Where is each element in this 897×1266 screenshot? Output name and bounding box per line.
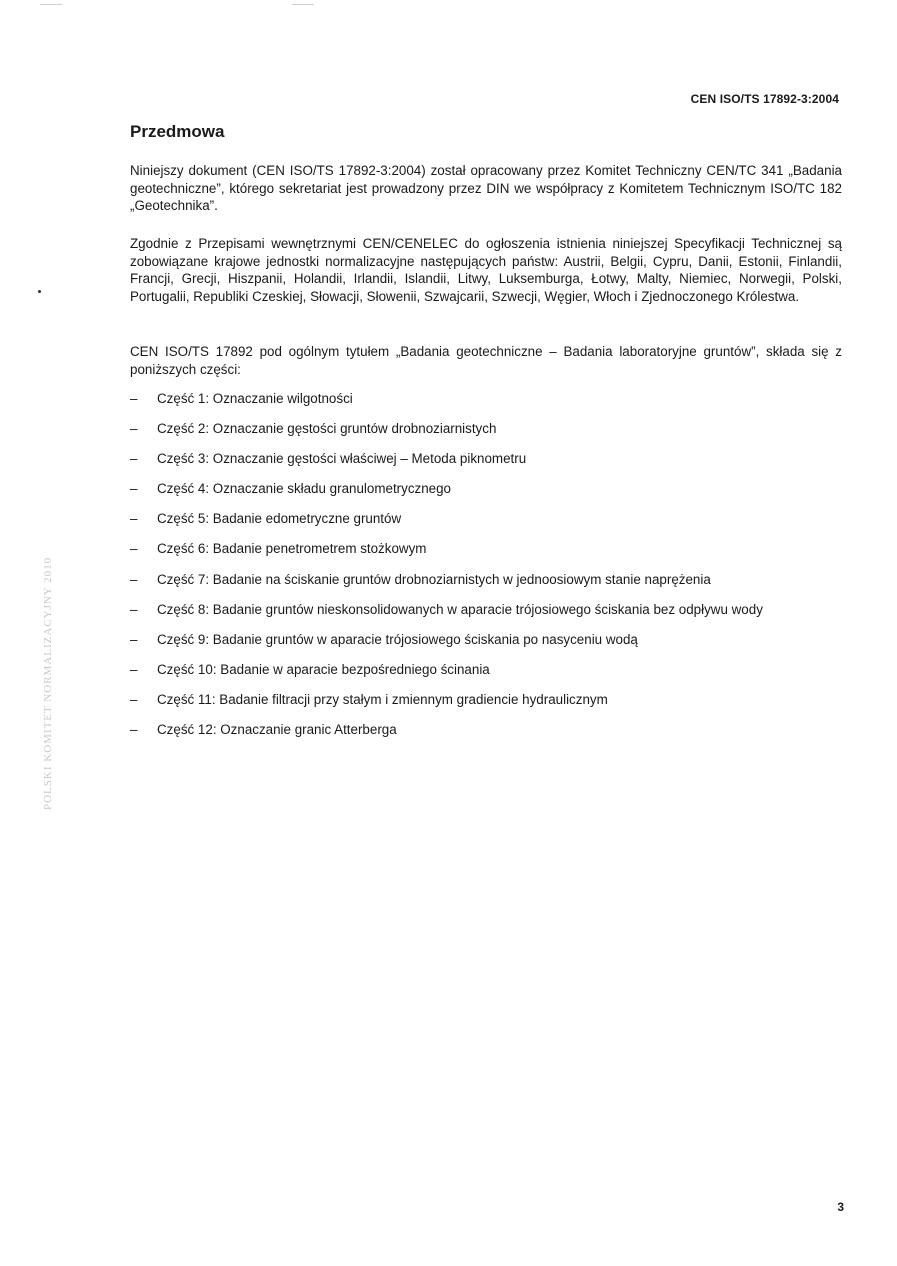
scan-artifact-line bbox=[40, 4, 62, 5]
list-dash: – bbox=[130, 541, 138, 557]
parts-list bbox=[130, 390, 842, 751]
list-item-text: Część 10: Badanie w aparacie bezpośredniego ścinania bbox=[157, 661, 490, 677]
document-code: CEN ISO/TS 17892-3:2004 bbox=[690, 92, 839, 106]
paragraph-members: Zgodnie z Przepisami wewnętrznymi CEN/CENELEC do ogłoszenia istnienia niniejszej Specyfikacji Technicznej są zobowiązane krajowe jednostki normalizacyjne następujących państw: Austrii, Belgii, Cypru, Danii, Estonii, Finlandii, Francji, Grecji, Hiszpanii, Holandii, Irlandii, Islandii, Litwy, Luksemburga, Łotwy, Malty, Niemiec, Norwegii, Polski, Portugalii, Republiki Czeskiej, Słowacji, Słowenii, Szwajcarii, Szwecji, Węgier, Włoch i Zjednoczonego Królestwa. bbox=[130, 236, 842, 304]
list-item-text: Część 1: Oznaczanie wilgotności bbox=[157, 391, 353, 406]
list-item bbox=[130, 420, 842, 450]
list-item-text: Część 2: Oznaczanie gęstości gruntów drobnoziarnistych bbox=[157, 421, 497, 437]
list-item bbox=[130, 390, 842, 420]
list-item-text: Część 9: Badanie gruntów w aparacie trójosiowego ściskania po nasyceniu wodą bbox=[157, 631, 638, 647]
list-item-text: Część 12: Oznaczanie granic Atterberga bbox=[157, 722, 397, 738]
paragraph-intro: Niniejszy dokument (CEN ISO/TS 17892-3:2004) został opracowany przez Komitet Techniczny CEN/TC 341 „Badania geotechniczne”, którego sekretariat jest prowadzony przez DIN we współpracy z Komitetem Technicznym ISO/TC 182 „Geotechnika”. bbox=[130, 163, 842, 214]
list-item bbox=[130, 510, 842, 540]
list-item bbox=[130, 631, 842, 661]
list-dash: – bbox=[130, 691, 138, 707]
list-dash: – bbox=[130, 661, 138, 677]
list-dash: – bbox=[130, 571, 138, 587]
list-item bbox=[130, 571, 842, 601]
paragraph-series: CEN ISO/TS 17892 pod ogólnym tytułem „Badania geotechniczne – Badania laboratoryjne gruntów”, składa się z poniższych części: bbox=[130, 344, 842, 377]
list-item bbox=[130, 450, 842, 480]
list-item-text: Część 5: Badanie edometryczne gruntów bbox=[157, 511, 402, 527]
list-item-text: Część 11: Badanie filtracji przy stałym i zmiennym gradiencie hydraulicznym bbox=[157, 691, 608, 707]
list-dash: – bbox=[130, 451, 138, 467]
list-item-text: Część 4: Oznaczanie składu granulometrycznego bbox=[157, 481, 451, 497]
list-dash: – bbox=[130, 421, 138, 437]
list-dash: – bbox=[130, 601, 138, 617]
list-item-text: Część 6: Badanie penetrometrem stożkowym bbox=[157, 541, 427, 557]
list-dash: – bbox=[130, 722, 138, 738]
list-dash: – bbox=[130, 481, 138, 497]
list-dash: – bbox=[130, 631, 138, 647]
list-item bbox=[130, 721, 842, 751]
watermark: POLSKI KOMITET NORMALIZACYJNY 2010 bbox=[42, 556, 54, 810]
list-item-text: Część 7: Badanie na ściskanie gruntów drobnoziarnistych w jednoosiowym stanie naprężenia bbox=[157, 571, 711, 587]
list-item bbox=[130, 691, 842, 721]
list-dash: – bbox=[130, 391, 138, 406]
page-number: 3 bbox=[837, 1200, 844, 1214]
list-item bbox=[130, 661, 842, 691]
list-dash: – bbox=[130, 511, 138, 527]
list-item-text: Część 8: Badanie gruntów nieskonsolidowanych w aparacie trójosiowego ściskania bez odpływu wody bbox=[157, 601, 763, 617]
section-title: Przedmowa bbox=[130, 122, 225, 141]
scan-artifact-speck bbox=[38, 290, 41, 293]
list-item bbox=[130, 540, 842, 570]
scan-artifact-line bbox=[292, 4, 314, 5]
list-item-text: Część 3: Oznaczanie gęstości właściwej – Metoda piknometru bbox=[157, 451, 527, 467]
list-item bbox=[130, 480, 842, 510]
list-item bbox=[130, 601, 842, 631]
